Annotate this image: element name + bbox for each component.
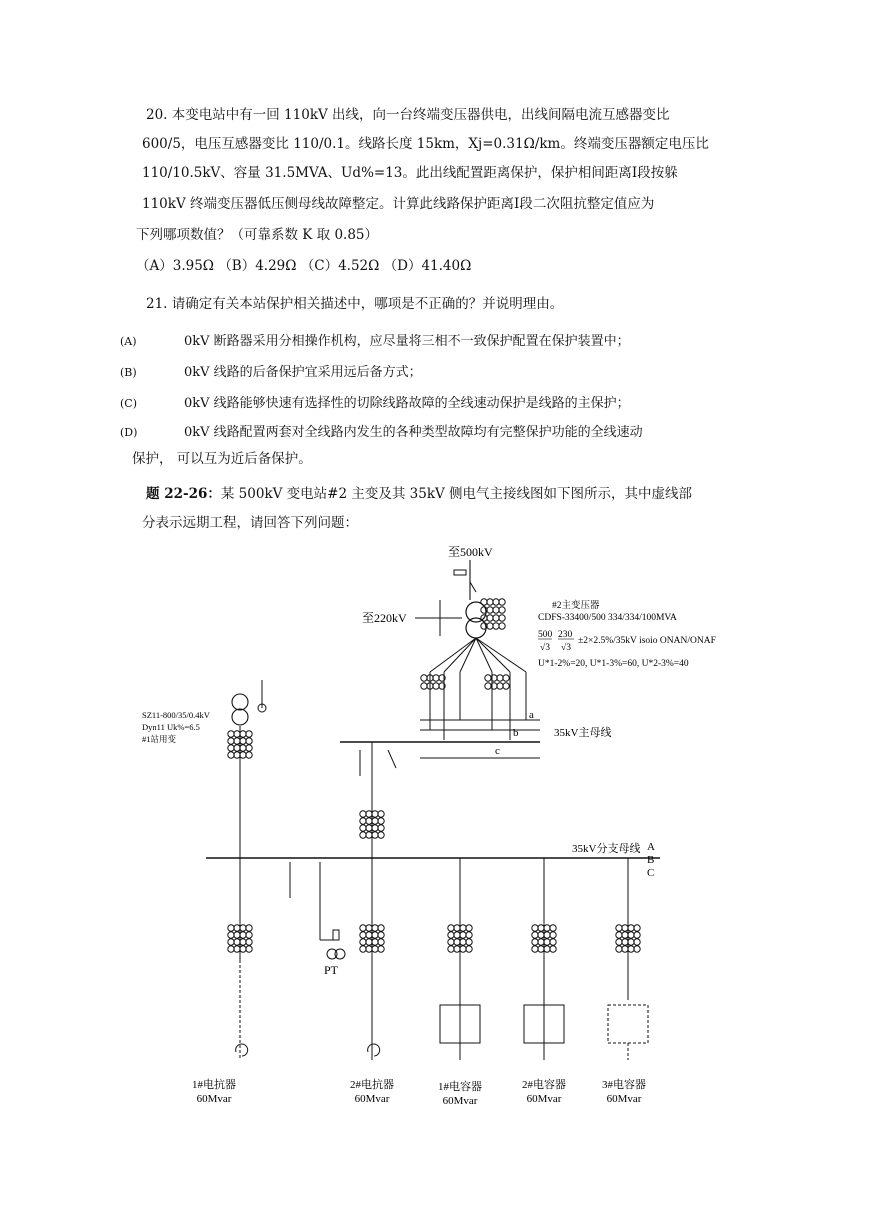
disconnector-icon	[388, 750, 396, 768]
reactor-icon	[236, 1044, 248, 1056]
option-text: 0kV 线路配置两套对全线路内发生的各种类型故障均有完整保护功能的全线速动	[184, 425, 643, 440]
option-label: (B)	[120, 366, 137, 379]
bus-phase-b: B	[647, 854, 655, 866]
q22-line-1	[146, 487, 692, 501]
transformer-winding-icon	[466, 618, 486, 638]
feeder-cap: 60Mvar	[354, 1093, 390, 1105]
branch-bus-label: 35kV分支母线	[572, 843, 641, 855]
st-conn: Dyn11 Uk%=6.5	[142, 722, 200, 732]
option-label: (C)	[120, 397, 137, 410]
q22-line-2: 分表示远期工程，请回答下列问题：	[142, 515, 358, 531]
option-text: 0kV 线路能够快速有选择性的切除线路故障的全线速动保护是线路的主保护；	[184, 396, 630, 411]
phase-a-label: a	[529, 709, 534, 721]
phase-c-label: c	[495, 745, 500, 757]
pt-fuse-icon	[333, 930, 339, 940]
tx-ratio-rest: ±2×2.5%/35kV isoio ONAN/ONAF	[578, 636, 716, 646]
tx-ratio-den1: √3	[540, 643, 550, 653]
main-bus-label: 35kV主母线	[554, 727, 612, 739]
feeder-name: 3#电容器	[602, 1079, 646, 1091]
bus-phase-c: C	[647, 867, 655, 879]
q21-option-c	[120, 392, 630, 411]
tx-ratio-num2: 230	[558, 630, 573, 640]
lv-fan	[430, 638, 526, 672]
option-label: (D)	[120, 426, 138, 439]
tx-ratio-num1: 500	[538, 630, 553, 640]
switch-icon	[470, 582, 476, 592]
q20-line-1: 20. 本变电站中有一回 110kV 出线，向一台终端变压器供电，出线间隔电流互感器变比	[146, 107, 670, 123]
tx-impedance: U*1-2%=20, U*1-3%=60, U*2-3%=40	[538, 659, 689, 669]
feeder-cap: 60Mvar	[526, 1093, 562, 1105]
feeder-name: 2#电容器	[522, 1079, 566, 1091]
transformer-spec	[538, 599, 716, 669]
q20-line-4: 110kV 终端变压器低压侧母线故障整定。计算此线路保护距离Ⅰ段二次阻抗整定值应为	[142, 196, 655, 212]
bus-phase-a: A	[647, 841, 655, 853]
feeder-cap: 60Mvar	[442, 1095, 478, 1107]
wiring-diagram	[140, 540, 716, 1120]
phase-b-label: b	[513, 727, 519, 739]
ct-icon	[481, 599, 505, 605]
transformer-winding-icon	[466, 602, 486, 622]
q20-options: （A）3.95Ω （B）4.29Ω （C）4.52Ω （D）41.40Ω	[136, 258, 472, 274]
option-text: 0kV 线路的后备保护宜采用远后备方式；	[184, 365, 422, 380]
q21-option-a	[120, 330, 630, 349]
station-transformer-spec	[142, 710, 211, 744]
q20-line-2: 600/5，电压互感器变比 110/0.1。线路长度 15km，Xj=0.31Ω/km。终端变压器额定电压比	[142, 136, 709, 152]
feeder-name: 2#电抗器	[350, 1079, 394, 1091]
tx-ratio-den2: √3	[561, 643, 571, 653]
tx-title: #2主变压器	[552, 601, 600, 611]
q21-option-d	[120, 421, 643, 440]
feeder-cap: 60Mvar	[606, 1093, 642, 1105]
feeder-labels	[192, 1077, 646, 1107]
capacitor-bank-icon	[608, 1005, 648, 1043]
pt-label: PT	[324, 963, 339, 977]
st-model: SZ11-800/35/0.4kV	[142, 710, 210, 720]
q21-continuation: 保护， 可以互为近后备保护。	[132, 451, 312, 467]
q22-line-1-text: 某 500kV 变电站#2 主变及其 35kV 侧电气主接线图如下图所示，其中虚线部	[220, 486, 693, 502]
q21-stem: 21. 请确定有关本站保护相关描述中，哪项是不正确的？并说明理由。	[146, 296, 564, 312]
to-500kv-label: 至500kV	[448, 545, 493, 559]
option-label: (A)	[120, 335, 137, 348]
q21-option-b	[120, 361, 422, 380]
station-tx-winding-icon	[232, 694, 248, 710]
q20-line-3: 110/10.5kV、容量 31.5MVA、Ud%=13。此出线配置距离保护，保护相间距离Ⅰ段按躲	[142, 165, 678, 181]
fuse-icon	[454, 570, 466, 575]
feeder-group	[228, 858, 648, 1060]
st-name: #1站用变	[142, 734, 177, 744]
feeder-cap: 60Mvar	[196, 1093, 232, 1105]
to-220kv-label: 至220kV	[362, 611, 407, 625]
feeder-name: 1#电抗器	[192, 1079, 236, 1091]
q20-line-5: 下列哪项数值？（可靠系数 K 取 0.85）	[136, 227, 379, 243]
station-tx-winding-icon	[232, 709, 248, 725]
tx-model: CDFS-33400/500 334/334/100MVA	[538, 613, 677, 623]
lv-ct-group	[421, 675, 509, 689]
q22-prefix: 题 22-26：	[146, 486, 221, 502]
reactor-icon	[368, 1044, 380, 1056]
feeder-name: 1#电容器	[438, 1081, 482, 1093]
option-text: 0kV 断路器采用分相操作机构，应尽量将三相不一致保护配置在保护装置中；	[184, 334, 630, 349]
